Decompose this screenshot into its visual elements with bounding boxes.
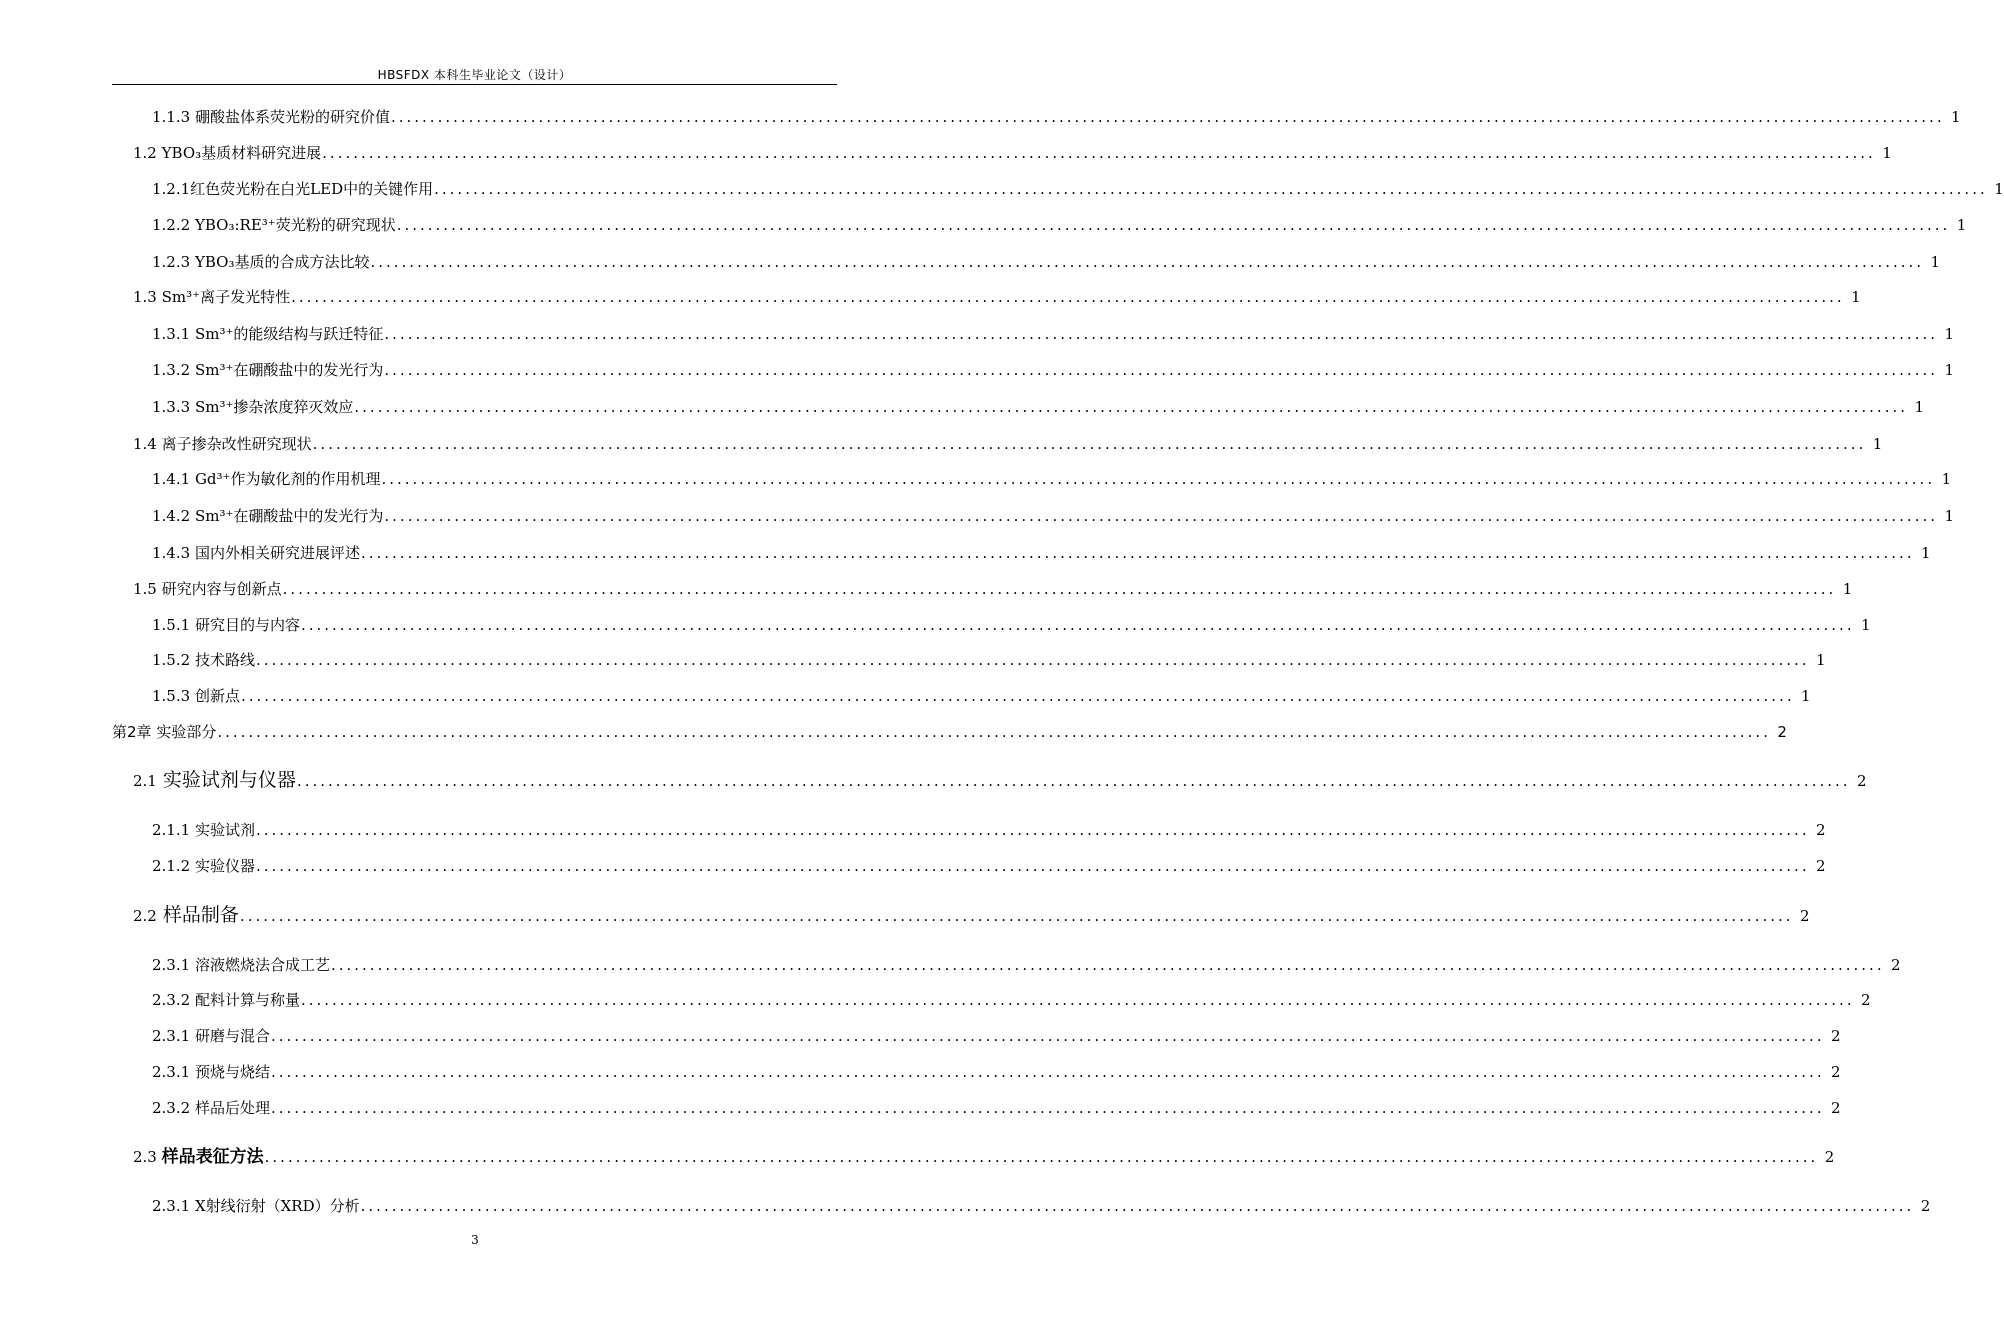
toc-entry[interactable] [133,904,1810,926]
toc-number: 2.3.1 [152,1197,191,1215]
toc-leader: ........................................................................................................................................................................................................ [381,470,1936,488]
toc-page: 1 [1851,288,1861,306]
toc-leader: ........................................................................................................................................................................................................ [255,857,1810,875]
toc-title: Sm³⁺掺杂浓度猝灭效应 [194,398,354,416]
toc-page: 2 [1777,723,1787,741]
toc-leader: ........................................................................................................................................................................................................ [217,723,1771,741]
toc-title: Sm³⁺离子发光特性 [161,288,291,306]
toc-page: 1 [1941,470,1952,488]
toc-title: 样品后处理 [194,1099,270,1117]
toc-title: 红色荧光粉在白光LED中的关键作用 [190,180,434,198]
toc-leader: ........................................................................................................................................................................................................ [322,144,1876,162]
toc-entry[interactable] [133,769,1867,791]
toc-title: YBO₃:RE³⁺荧光粉的研究现状 [194,216,396,234]
page-number: 3 [471,1233,479,1247]
toc-number: 第2章 [112,723,152,741]
toc-leader: ........................................................................................................................................................................................................ [270,1027,1825,1045]
toc-title: 实验仪器 [194,857,255,875]
toc-page: 1 [1930,253,1941,271]
toc-entry[interactable] [152,990,1871,1010]
toc-leader: ........................................................................................................................................................................................................ [330,956,1885,974]
toc-leader: ........................................................................................................................................................................................................ [312,435,1867,453]
toc-page: 2 [1857,772,1867,790]
toc-number: 1.3.3 [152,398,191,416]
toc-leader: ........................................................................................................................................................................................................ [255,821,1810,839]
toc-number: 2.3.1 [152,1027,191,1045]
toc-leader: ........................................................................................................................................................................................................ [240,687,1795,705]
toc-leader: ........................................................................................................................................................................................................ [282,580,1837,598]
toc-title: 创新点 [194,687,240,705]
toc-leader: ........................................................................................................................................................................................................ [296,772,1851,790]
toc-number: 1.3 [133,288,157,306]
toc-entry[interactable] [152,543,1931,563]
toc-entry[interactable] [133,287,1861,307]
toc-title: 研究内容与创新点 [161,580,282,598]
toc-number: 1.5.3 [152,687,191,705]
toc-number: 1.3.1 [152,325,191,343]
toc-leader: ........................................................................................................................................................................................................ [390,108,1945,126]
toc-page: 1 [1816,651,1826,669]
toc-leader: ........................................................................................................................................................................................................ [300,991,1855,1009]
toc-title: 研磨与混合 [194,1027,270,1045]
toc-number: 1.5 [133,580,157,598]
toc-title: 实验试剂与仪器 [162,769,296,791]
toc-entry-chapter[interactable] [112,722,1787,742]
toc-entry[interactable] [152,686,1811,706]
toc-page: 1 [1861,616,1871,634]
toc-page: 1 [1956,216,1967,234]
toc-page: 2 [1831,1099,1841,1117]
toc-title: 溶液燃烧法合成工艺 [194,956,330,974]
toc-entry[interactable] [152,506,1955,526]
toc-title: 国内外相关研究进展评述 [194,544,360,562]
toc-number: 2.3.1 [152,1063,191,1081]
toc-title: 实验部分 [156,723,217,741]
toc-leader: ........................................................................................................................................................................................................ [291,288,1845,306]
toc-title: 技术路线 [194,651,255,669]
toc-title: 研究目的与内容 [194,616,300,634]
toc-title: 离子掺杂改性研究现状 [161,435,312,453]
toc-page: 2 [1816,857,1826,875]
toc-entry[interactable] [133,1147,1835,1167]
toc-page: 1 [1921,544,1931,562]
toc-page: 2 [1831,1063,1841,1081]
toc-page: 1 [1944,361,1955,379]
toc-title: 样品制备 [162,904,239,926]
toc-number: 1.2.2 [152,216,191,234]
toc-entry[interactable] [152,469,1952,489]
toc-title: X射线衍射（XRD）分析 [194,1197,360,1215]
toc-entry[interactable] [152,615,1871,635]
toc-entry[interactable] [152,820,1826,840]
toc-leader: ........................................................................................................................................................................................................ [354,398,1909,416]
toc-leader: ........................................................................................................................................................................................................ [384,325,1939,343]
toc-leader: ........................................................................................................................................................................................................ [370,253,1925,271]
toc-page: 1 [1994,180,2004,198]
toc-number: 1.2 [133,144,157,162]
toc-number: 1.4.3 [152,544,191,562]
toc-entry[interactable] [152,650,1826,670]
toc-number: 1.3.2 [152,361,191,379]
toc-leader: ........................................................................................................................................................................................................ [264,1148,1819,1166]
toc-leader: ........................................................................................................................................................................................................ [360,1197,1915,1215]
toc-number: 2.2 [133,907,157,925]
toc-title: 实验试剂 [194,821,255,839]
toc-page: 2 [1816,821,1826,839]
toc-page: 1 [1842,580,1853,598]
toc-leader: ........................................................................................................................................................................................................ [434,180,1988,198]
toc-entry[interactable] [152,1026,1841,1046]
toc-page: 2 [1824,1148,1835,1166]
toc-number: 1.5.1 [152,616,191,634]
toc-page: 1 [1951,108,1961,126]
toc-title: Sm³⁺的能级结构与跃迁特征 [194,325,384,343]
toc-title: 样品表征方法 [161,1147,264,1167]
toc-entry[interactable] [152,856,1826,876]
toc-number: 2.1 [133,772,157,790]
toc-leader: ........................................................................................................................................................................................................ [384,361,1939,379]
page-header: HBSFDX 本科生毕业论文（设计） [377,68,572,82]
toc-page: 2 [1800,907,1810,925]
toc-page: 2 [1891,956,1901,974]
toc-number: 2.3.2 [152,991,191,1009]
toc-title: Sm³⁺在硼酸盐中的发光行为 [194,361,384,379]
toc-entry[interactable] [152,1062,1841,1082]
toc-page: 1 [1944,507,1955,525]
toc-entry[interactable] [133,434,1883,454]
toc-number: 1.1.3 [152,108,191,126]
toc-leader: ........................................................................................................................................................................................................ [239,907,1794,925]
toc-title: Sm³⁺在硼酸盐中的发光行为 [194,507,384,525]
toc-number: 1.4.1 [152,470,191,488]
toc-number: 1.5.2 [152,651,191,669]
toc-page: 1 [1872,435,1883,453]
toc-entry[interactable] [152,1196,1931,1216]
toc-title: 预烧与烧结 [194,1063,270,1081]
toc-leader: ........................................................................................................................................................................................................ [396,216,1951,234]
toc-number: 1.4.2 [152,507,191,525]
toc-number: 1.4 [133,435,157,453]
toc-entry[interactable] [152,215,1967,235]
toc-page: 2 [1831,1027,1841,1045]
toc-title: Gd³⁺作为敏化剂的作用机理 [194,470,381,488]
toc-number: 2.1.2 [152,857,191,875]
toc-entry[interactable] [152,324,1955,344]
toc-leader: ........................................................................................................................................................................................................ [300,616,1855,634]
toc-entry[interactable] [152,360,1955,380]
toc-entry[interactable] [152,179,2004,199]
toc-page: 1 [1944,325,1955,343]
toc-entry[interactable] [152,107,1961,127]
toc-leader: ........................................................................................................................................................................................................ [360,544,1915,562]
toc-entry[interactable] [152,1098,1841,1118]
toc-number: 2.3.1 [152,956,191,974]
toc-entry[interactable] [152,397,1925,417]
toc-leader: ........................................................................................................................................................................................................ [270,1063,1825,1081]
toc-number: 1.2.1 [152,180,191,198]
toc-number: 2.3 [133,1148,157,1166]
toc-page: 1 [1801,687,1811,705]
toc-number: 2.3.2 [152,1099,191,1117]
header-rule [112,84,837,85]
toc-page: 2 [1920,1197,1931,1215]
toc-leader: ........................................................................................................................................................................................................ [255,651,1810,669]
toc-entry[interactable] [133,579,1853,599]
toc-entry[interactable] [152,252,1941,272]
toc-leader: ........................................................................................................................................................................................................ [384,507,1939,525]
toc-leader: ........................................................................................................................................................................................................ [270,1099,1825,1117]
toc-title: 硼酸盐体系荧光粉的研究价值 [194,108,390,126]
toc-page: 1 [1882,144,1892,162]
toc-title: YBO₃基质的合成方法比较 [194,253,370,271]
toc-number: 2.1.1 [152,821,191,839]
toc-entry[interactable] [133,143,1892,163]
toc-number: 1.2.3 [152,253,191,271]
toc-title: YBO₃基质材料研究进展 [161,144,322,162]
toc-title: 配料计算与称量 [194,991,300,1009]
toc-entry[interactable] [152,955,1901,975]
toc-page: 1 [1914,398,1925,416]
toc-page: 2 [1861,991,1871,1009]
